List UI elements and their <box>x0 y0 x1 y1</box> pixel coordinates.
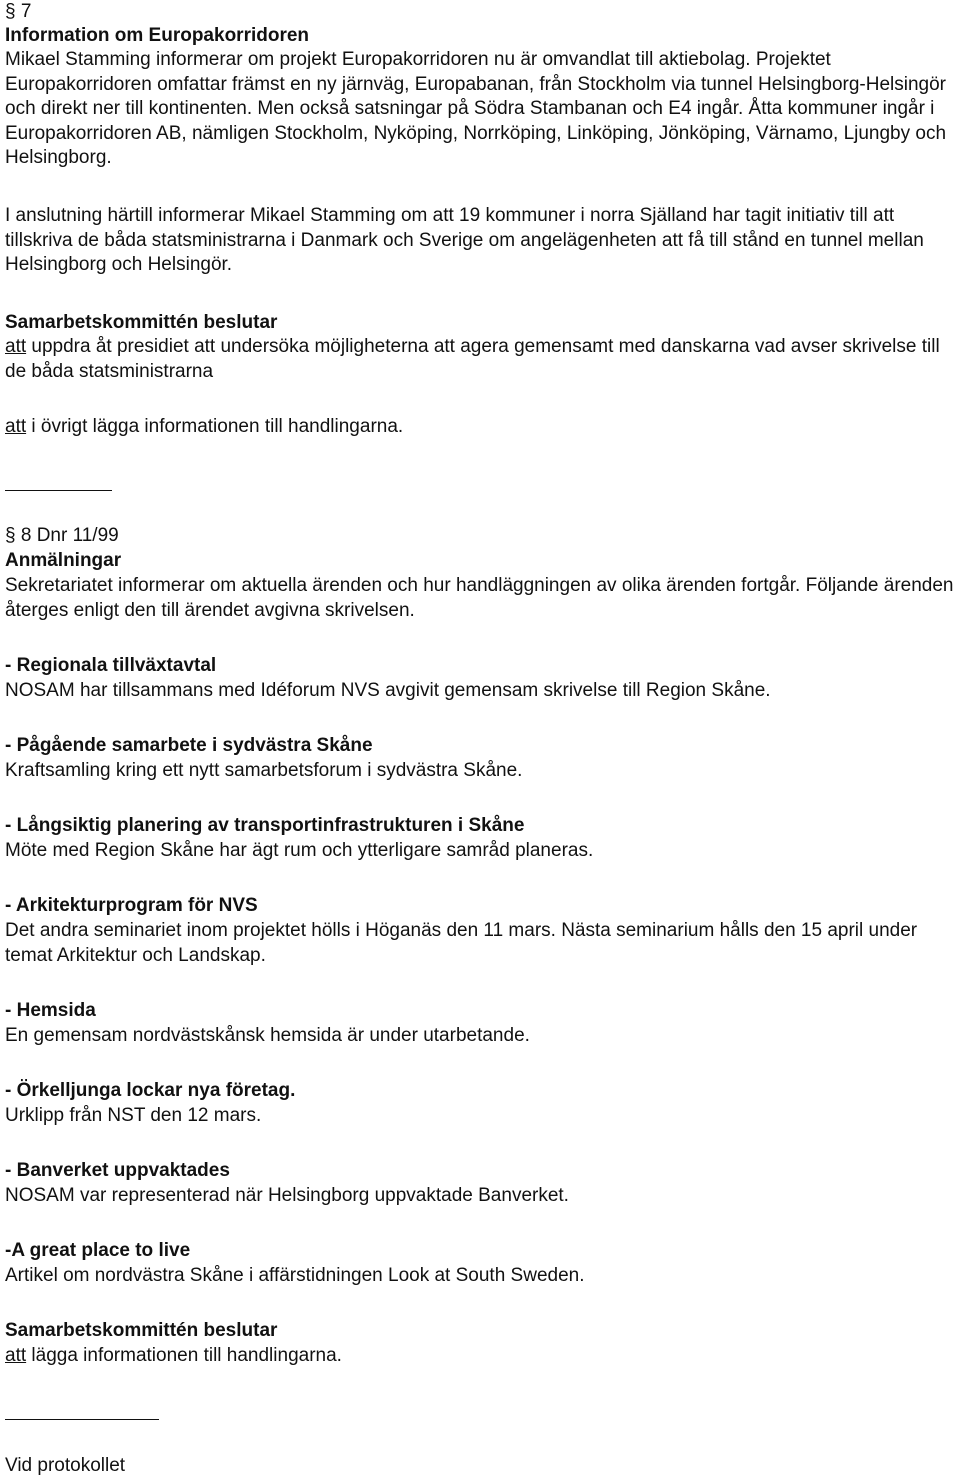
item-heading: - Hemsida <box>5 1000 96 1021</box>
section-8-decision <box>5 1344 955 1369</box>
item-heading: - Regionala tillväxtavtal <box>5 655 217 676</box>
item-text: Möte med Region Skåne har ägt rum och ytterligare samråd planeras. <box>5 840 594 861</box>
item-text: NOSAM har tillsammans med Idéforum NVS avgivit gemensam skrivelse till Region Skåne. <box>5 680 771 701</box>
item-text: Urklipp från NST den 12 mars. <box>5 1105 262 1126</box>
item-heading: - Arkitekturprogram för NVS <box>5 895 258 916</box>
decision-text: i övrigt lägga informationen till handlingarna. <box>26 416 404 437</box>
att-keyword: att <box>5 1345 27 1366</box>
item-text: Artikel om nordvästra Skåne i affärstidningen Look at South Sweden. <box>5 1265 585 1286</box>
footer-label: Vid protokollet <box>5 1455 126 1476</box>
item-text: Kraftsamling kring ett nytt samarbetsforum i sydvästra Skåne. <box>5 760 523 781</box>
section-7-paragraph-1: Mikael Stamming informerar om projekt Europakorridoren nu är omvandlat till aktiebolag. Projektet Europakorridoren omfattar främst en ny järnväg, Europabanan, från Stockholm via tunnel Helsingborg-Helsingör och direkt ner till kontinenten. Men också satsningar på Södra Stambanan och E4 ingår. Åtta kommuner ingår i Europakorridoren AB, nämligen Stockholm, Nyköping, Norrköping, Linköping, Jönköping, Värnamo, Ljungby och Helsingborg. <box>5 49 947 168</box>
signature-line <box>5 1419 159 1420</box>
decision-text: lägga informationen till handlingarna. <box>26 1345 342 1366</box>
section-divider <box>5 490 112 491</box>
item-heading: - Pågående samarbete i sydvästra Skåne <box>5 735 373 756</box>
item-heading: - Örkelljunga lockar nya företag. <box>5 1080 296 1101</box>
section-7-title: Information om Europakorridoren <box>5 25 310 46</box>
item-text: Det andra seminariet inom projektet hölls i Höganäs den 11 mars. Nästa seminarium hålls den 15 april under temat Arkitektur och Landskap. <box>5 920 918 966</box>
section-7-decision-1 <box>5 335 955 384</box>
section-8-intro: Sekretariatet informerar om aktuella ärenden och hur handläggningen av olika ärenden fortgår. Följande ärenden återges enligt den till ärendet avgivna skrivelsen. <box>5 575 954 621</box>
item-heading: - Långsiktig planering av transportinfrastrukturen i Skåne <box>5 815 525 836</box>
section-8-decision-heading: Samarbetskommittén beslutar <box>5 1320 278 1341</box>
decision-text: uppdra åt presidiet att undersöka möjligheterna att agera gemensamt med danskarna vad avser skrivelse till de båda statsministrarna <box>5 336 940 382</box>
section-7-decision-heading: Samarbetskommittén beslutar <box>5 312 278 333</box>
section-8-title: Anmälningar <box>5 550 122 571</box>
att-keyword: att <box>5 416 27 437</box>
item-heading: - Banverket uppvaktades <box>5 1160 230 1181</box>
section-8-number: § 8 Dnr 11/99 <box>5 525 119 546</box>
item-text: En gemensam nordvästskånsk hemsida är under utarbetande. <box>5 1025 530 1046</box>
item-text: NOSAM var representerad när Helsingborg uppvaktade Banverket. <box>5 1185 569 1206</box>
item-heading: -A great place to live <box>5 1240 191 1261</box>
att-keyword: att <box>5 336 27 357</box>
section-7-number: § 7 <box>5 1 32 22</box>
section-7-decision-2 <box>5 415 955 440</box>
section-7-paragraph-2: I anslutning härtill informerar Mikael Stamming om att 19 kommuner i norra Själland har tagit initiativ till att tillskriva de båda statsministrarna i Danmark och Sverige om angelägenheten att få till stånd en tunnel mellan Helsingborg och Helsingör. <box>5 205 924 275</box>
